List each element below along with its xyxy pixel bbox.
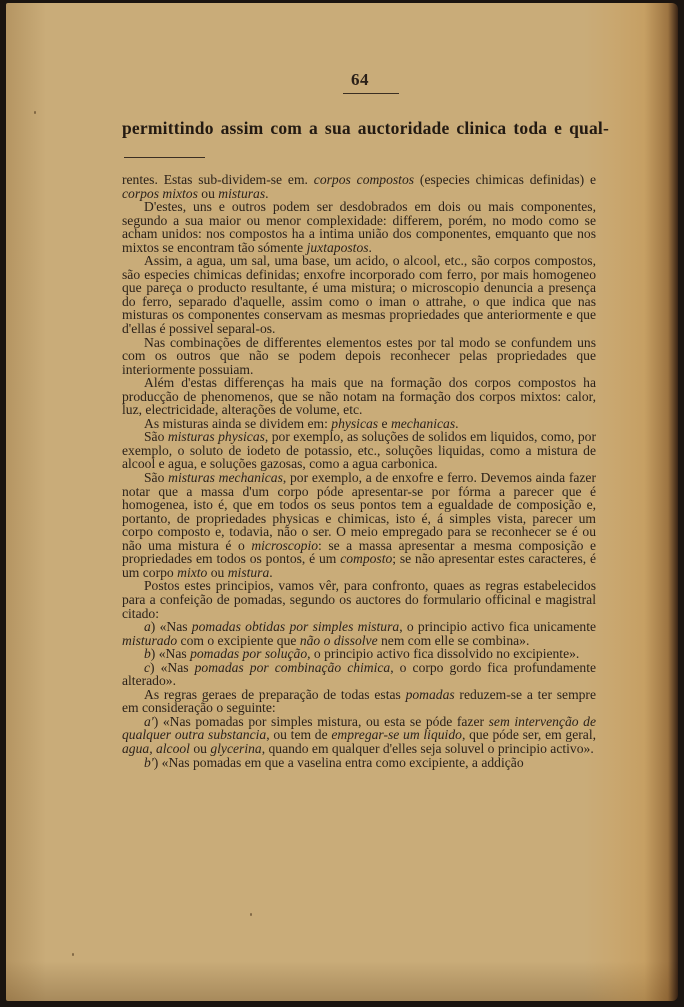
paragraph — [122, 200, 596, 254]
text-run: com o excipiente que — [177, 632, 300, 648]
text-run: , o principio activo fica dissolvido no excipiente». — [307, 646, 580, 662]
text-run: , o principio activo fica unicamente — [399, 619, 597, 635]
text-run: D'estes, uns e outros podem ser desdobrados em dois ou mais componentes, segundo a sua maior ou menor complexidade: differem, porém, no modo como se acham unidos: nos compostos ha a intima união dos componentes, emquanto que nos mixtos se encontram tão sómente — [122, 199, 596, 255]
italic-text: misturado — [122, 632, 178, 648]
italic-text: não o dissolve — [299, 632, 378, 648]
text-run: , quando em qualquer d'elles seja soluvel o principio activo». — [261, 740, 594, 756]
italic-text: mixto — [177, 564, 208, 580]
page-number: 64 — [351, 70, 369, 89]
text-run: . — [368, 239, 372, 255]
continuation-line: permittindo assim com a sua auctoridade clinica toda e qual- — [122, 118, 609, 138]
text-run: ; se não apresentar estes caracteres, é um corpo — [122, 551, 596, 580]
paragraph — [122, 661, 596, 688]
paragraph — [122, 647, 596, 661]
paper-speck — [250, 913, 252, 916]
text-run: ou — [207, 564, 228, 580]
italic-text: juxtapostos — [306, 239, 369, 255]
text-run: . — [455, 415, 459, 431]
text-run: Postos estes principios, vamos vêr, para confronto, quaes as regras estabelecidos para a confeição de pomadas, segundo os auctores do formulario officinal e magistral citado: — [122, 578, 596, 621]
page-number-rule — [343, 93, 399, 94]
paragraph — [122, 173, 596, 200]
italic-text: composto — [340, 551, 393, 567]
text-run: , o corpo gordo fica profundamente alterado». — [122, 659, 597, 689]
body-text — [122, 173, 596, 769]
italic-text: misturas mechanicas — [168, 470, 283, 486]
italic-text: b — [144, 646, 151, 662]
italic-text: physicas — [331, 415, 379, 431]
text-run: e — [378, 415, 391, 431]
paragraph — [122, 336, 596, 377]
paragraph — [122, 620, 596, 647]
italic-text: a' — [144, 713, 154, 729]
text-run: ou — [197, 185, 219, 201]
paragraph — [122, 688, 596, 715]
paragraph — [122, 579, 596, 620]
paragraph — [122, 417, 596, 431]
paragraph — [122, 254, 596, 335]
text-run: . — [265, 185, 269, 201]
paragraph — [122, 715, 596, 756]
text-run: : se a massa apresentar a mesma composição e propriedades em todos os pontos, é um — [122, 537, 596, 567]
italic-text: c — [144, 659, 151, 675]
text-run: Além d'estas differenças ha mais que na formação dos corpos compostos ha producção de phenomenos, que se não notam na formação dos corpos mixtos: calor, luz, electricidade, alterações de volume, etc. — [122, 375, 596, 418]
text-run: ) «Nas — [150, 646, 191, 662]
paragraph — [122, 430, 596, 471]
italic-text: agua, alcool — [122, 740, 190, 756]
italic-text: sem intervenção de qualquer outra substancia — [122, 713, 596, 743]
italic-text: misturas — [218, 185, 266, 201]
text-run: nem com elle se combina». — [377, 632, 530, 648]
text-run: Nas combinações de differentes elementos estes por tal modo se confundem uns com os outros que não se podem depois reconhecer pelas propriedades que interiormente possuiam. — [122, 334, 596, 377]
italic-text: glycerina — [210, 740, 262, 756]
text-run: reduzem-se a ter sempre em consideração o seguinte: — [122, 686, 596, 716]
italic-text: a — [144, 619, 151, 635]
italic-text: b' — [144, 754, 154, 770]
text-run: As regras geraes de preparação de todas estas — [144, 686, 406, 702]
text-run: ) «Nas pomadas por simples mistura, ou esta se póde fazer — [153, 713, 489, 729]
paragraph — [122, 756, 596, 770]
italic-text: corpos compostos — [313, 172, 415, 187]
text-run: As misturas ainda se dividem em: — [144, 415, 332, 431]
italic-text: pomadas obtidas por simples mistura — [191, 619, 400, 635]
text-run: São — [144, 429, 168, 445]
text-run: ) «Nas — [150, 659, 195, 675]
text-run: Assim, a agua, um sal, uma base, um acido, o alcool, etc., são corpos compostos, são especies chimicas definidas; enxofre incorporado com ferro, por mais homogeneo que pareça o producto resultante, é uma mistura; o microscopio denuncia a presença do ferro, separado d'aquelle, assim como o iman o attrahe, o que indica que nas misturas os componentes conservam as mesmas propriedades que anteriormente e que d'ellas é possivel separal-os. — [122, 253, 596, 337]
text-run: , por exemplo, a de enxofre e ferro. Devemos ainda fazer notar que a massa d'um corpo póde apresentar-se por fórma a parecer que é homogenea, isto é, que em todos os seus pontos tem a egualdade de composição e, portanto, de propriedades physicas e chimicas, isto é, á simples vista, parecer um corpo composto e, todavia, não o ser. O meio empregado para se reconhecer se é ou não uma mistura é o — [122, 470, 596, 553]
italic-text: misturas physicas — [167, 429, 265, 445]
text-run: ) «Nas pomadas em que a vaselina entra como excipiente, a addição — [153, 754, 524, 770]
italic-text: corpos mixtos — [122, 185, 198, 201]
text-run: , que póde ser, em geral, — [461, 727, 596, 743]
italic-text: empregar-se um liquido — [331, 727, 462, 743]
paragraph — [122, 471, 596, 579]
paper-speck — [72, 953, 74, 956]
text-run: ou — [189, 740, 211, 756]
text-run: . — [269, 564, 273, 580]
italic-text: microscopio — [251, 537, 319, 553]
section-rule — [124, 157, 205, 158]
text-run: , por exemplo, as soluções de solidos em liquidos, como, por exemplo, o soluto de iodeto de potassio, etc., soluções liquidas, como a mistura de alcool e agua, e soluções gazosas, como a agua carbonica. — [122, 429, 596, 472]
text-run: rentes. Estas sub-dividem-se em. — [122, 172, 314, 187]
text-run: , ou tem de — [266, 727, 332, 743]
italic-text: mechanicas — [390, 415, 456, 431]
italic-text: pomadas por combinação chimica — [194, 659, 391, 675]
paper-speck — [34, 111, 36, 114]
italic-text: pomadas — [405, 686, 455, 702]
text-run: São — [144, 470, 169, 486]
italic-text: mistura — [227, 564, 270, 580]
text-run: (especies chimicas definidas) e — [414, 172, 596, 187]
text-run: ) «Nas — [150, 619, 192, 635]
paragraph — [122, 376, 596, 417]
italic-text: pomadas por solução — [190, 646, 308, 662]
